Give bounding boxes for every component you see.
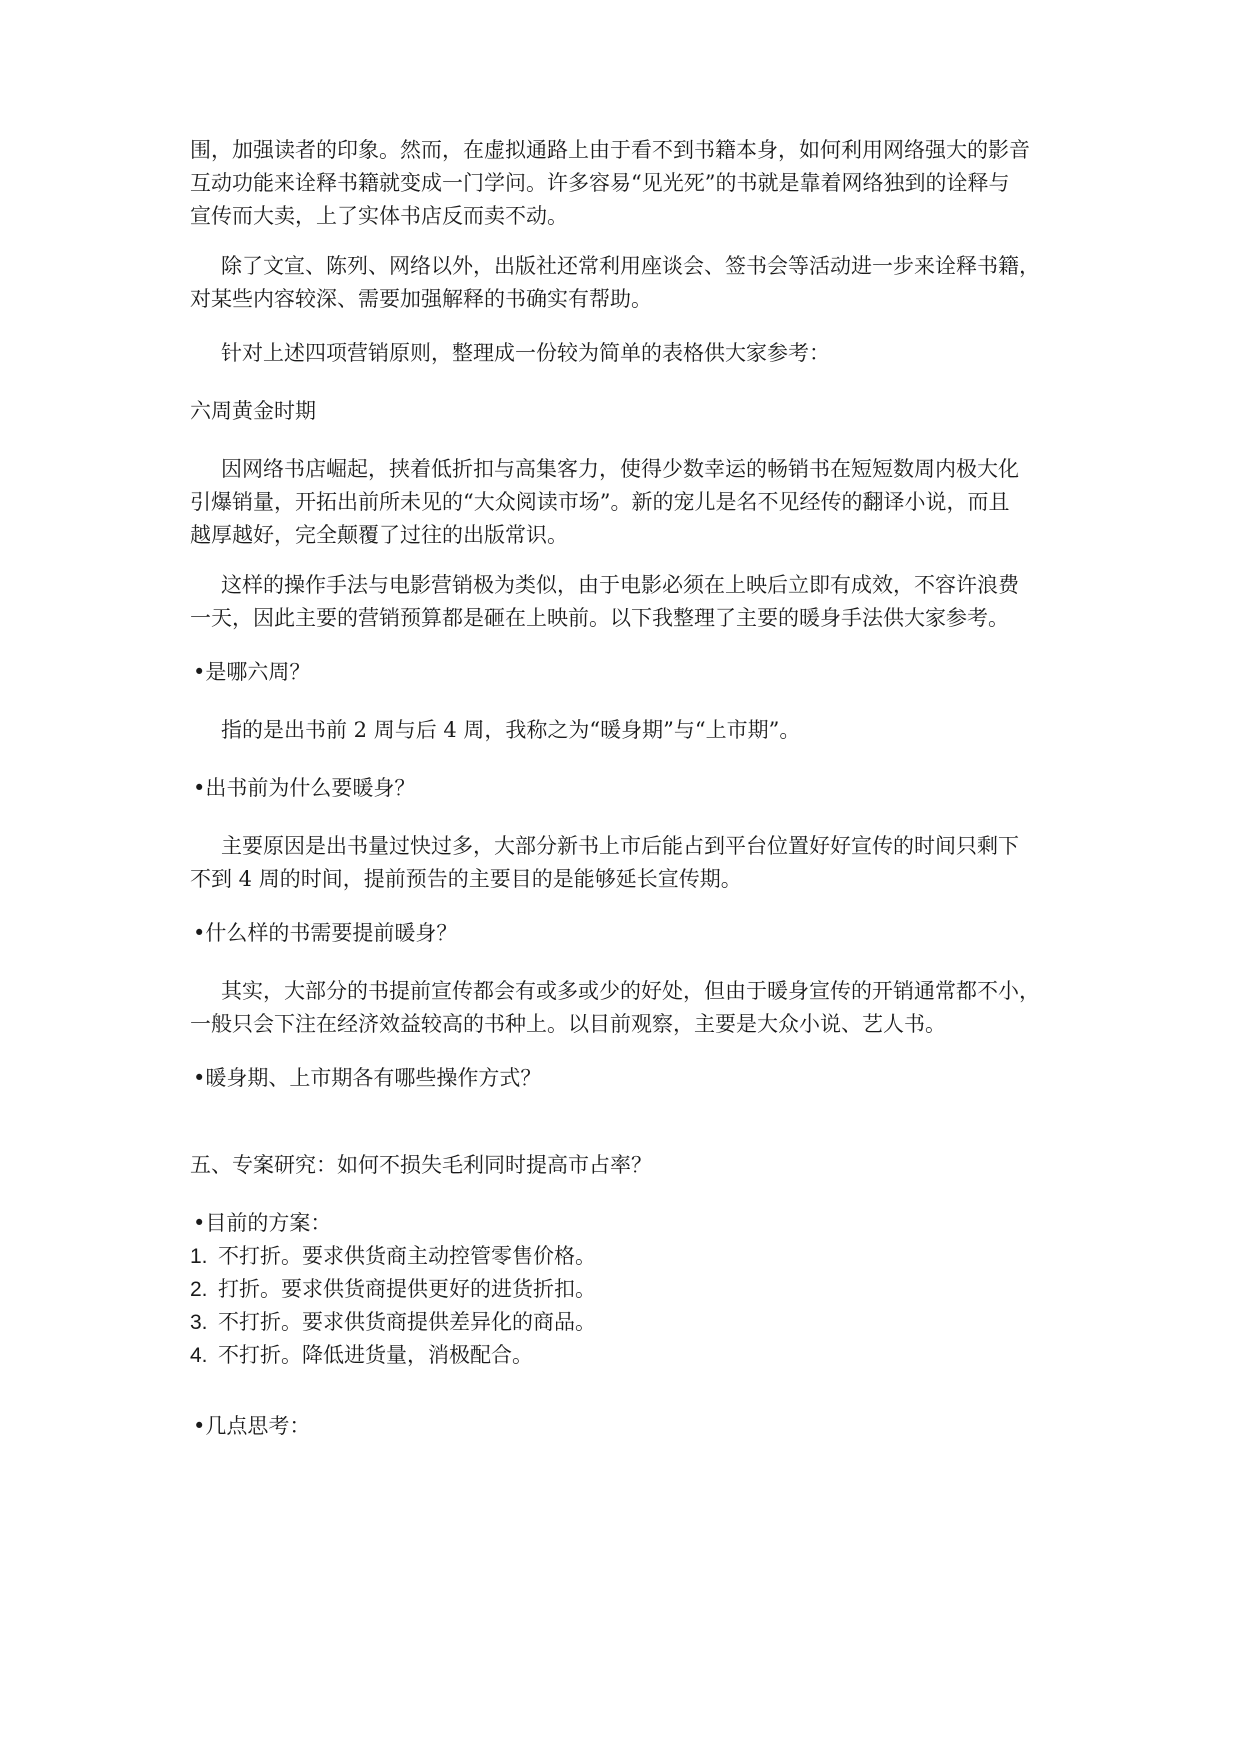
list-number: 4. [190, 1344, 208, 1367]
list-number: 3. [190, 1311, 208, 1334]
list-text: 不打折。要求供货商提供差异化的商品。 [218, 1310, 596, 1334]
text-line: 一天，因此主要的营销预算都是砸在上映前。以下我整理了主要的暖身手法供大家参考。 [190, 606, 1009, 630]
question-which-six-weeks [190, 656, 1070, 689]
list-item [190, 1306, 1070, 1339]
question-text: 目前的方案： [205, 1211, 332, 1235]
section-heading-case-study [190, 1149, 1070, 1182]
bullet-icon: • [193, 1066, 206, 1090]
section-heading-six-weeks [190, 395, 1070, 428]
paragraph-table-intro [190, 337, 1070, 370]
text-line: 因网络书店崛起，挟着低折扣与高集客力，使得少数幸运的畅销书在短短数周内极大化 [221, 457, 1019, 481]
question-text: 是哪六周？ [205, 660, 311, 684]
heading-text: 五、专案研究：如何不损失毛利同时提高市占率？ [190, 1153, 652, 1177]
question-text: 几点思考： [205, 1414, 311, 1438]
question-operations [190, 1062, 1070, 1095]
list-item [190, 1240, 1070, 1273]
list-number: 2. [190, 1278, 208, 1301]
list-text: 不打折。要求供货商主动控管零售价格。 [218, 1244, 596, 1268]
text-line: 这样的操作手法与电影营销极为类似，由于电影必须在上映后立即有成效，不容许浪费 [221, 573, 1019, 597]
list-number: 1. [190, 1245, 208, 1268]
question-which-books [190, 917, 1070, 950]
list-text: 打折。要求供货商提供更好的进货折扣。 [218, 1277, 596, 1301]
text-line: 指的是出书前 2 周与后 4 周，我称之为“暖身期”与“上市期”。 [221, 718, 801, 742]
text-line: 其实，大部分的书提前宣传都会有或多或少的好处，但由于暖身宣传的开销通常都不小， [221, 979, 1040, 1003]
text-line: 针对上述四项营销原则，整理成一份较为简单的表格供大家参考： [221, 341, 830, 365]
text-line: 一般只会下注在经济效益较高的书种上。以目前观察，主要是大众小说、艺人书。 [190, 1012, 946, 1036]
text-line: 宣传而大卖，上了实体书店反而卖不动。 [190, 204, 568, 228]
answer-six-weeks [190, 714, 1070, 747]
text-line: 引爆销量，开拓出前所未见的“大众阅读市场”。新的宠儿是名不见经传的翻译小说，而且 [190, 490, 1010, 514]
question-thoughts [190, 1410, 1070, 1443]
bullet-icon: • [193, 776, 206, 800]
bullet-icon: • [193, 1211, 206, 1235]
bullet-icon: • [193, 660, 206, 684]
list-text: 不打折。降低进货量，消极配合。 [218, 1343, 533, 1367]
bullet-icon: • [193, 921, 206, 945]
paragraph-film-marketing [190, 569, 1070, 635]
question-why-warm-up [190, 772, 1070, 805]
answer-why-warm-up [190, 830, 1070, 896]
text-line: 互动功能来诠释书籍就变成一门学问。许多容易“见光死”的书就是靠着网络独到的诠释与 [190, 171, 1010, 195]
list-item [190, 1339, 1070, 1372]
bullet-icon: • [193, 1414, 206, 1438]
paragraph-intro [190, 134, 1070, 233]
text-line: 不到 4 周的时间，提前预告的主要目的是能够延长宣传期。 [190, 867, 742, 891]
text-line: 对某些内容较深、需要加强解释的书确实有帮助。 [190, 287, 652, 311]
list-item [190, 1273, 1070, 1306]
answer-which-books [190, 975, 1070, 1041]
paragraph-activities [190, 250, 1070, 316]
text-line: 围，加强读者的印象。然而，在虚拟通路上由于看不到书籍本身，如何利用网络强大的影音 [190, 138, 1030, 162]
options-list [190, 1207, 1070, 1372]
question-text: 什么样的书需要提前暖身？ [205, 921, 458, 945]
question-text: 暖身期、上市期各有哪些操作方式？ [205, 1066, 542, 1090]
question-text: 出书前为什么要暖身？ [205, 776, 416, 800]
paragraph-online-stores [190, 453, 1070, 552]
text-line: 主要原因是出书量过快过多，大部分新书上市后能占到平台位置好好宣传的时间只剩下 [221, 834, 1019, 858]
text-line: 除了文宣、陈列、网络以外，出版社还常利用座谈会、签书会等活动进一步来诠释书籍， [221, 254, 1040, 278]
text-line: 越厚越好，完全颠覆了过往的出版常识。 [190, 523, 568, 547]
heading-text: 六周黄金时期 [190, 399, 316, 423]
